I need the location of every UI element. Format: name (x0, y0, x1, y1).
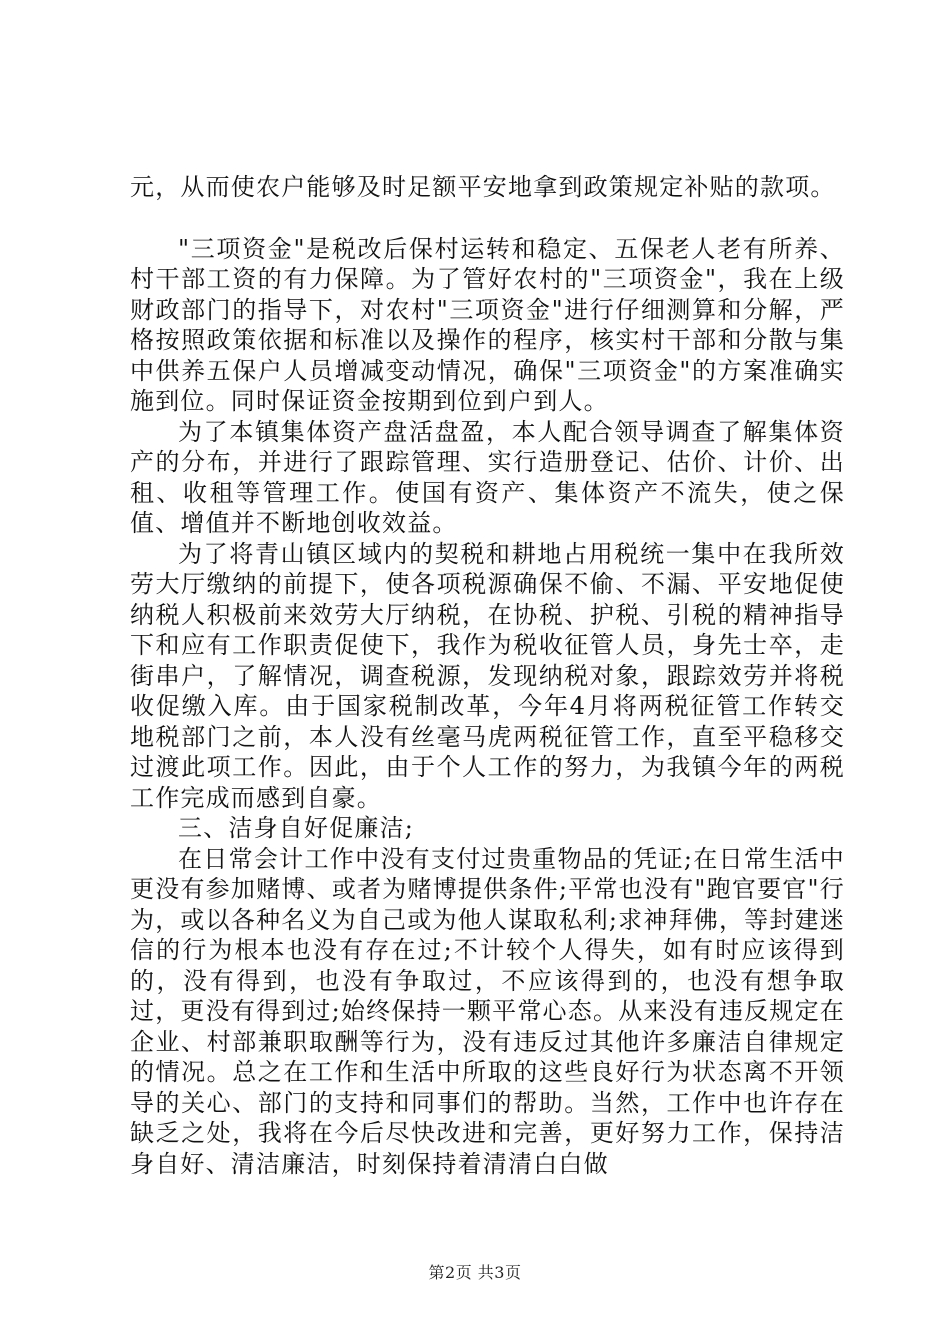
paragraph-three-funds: "三项资金"是税改后保村运转和稳定、五保老人老有所养、村干部工资的有力保障。为了管好农村的"三项资金"，我在上级财政部门的指导下，对农村"三项资金"进行仔细测算和分解，严格按照政策依据和标准以及操作的程序，核实村干部和分散与集中供养五保户人员增减变动情况，确保"三项资金"的方案准确实施到位。同时保证资金按期到位到户到人。 (130, 234, 845, 415)
paragraph-collective-assets: 为了本镇集体资产盘活盘盈，本人配合领导调查了解集体资产的分布，并进行了跟踪管理、实行造册登记、估价、计价、出租、收租等管理工作。使国有资产、集体资产不流失，使之保值、增值并不断地创收效益。 (130, 417, 845, 537)
paragraph-tax-collection: 为了将青山镇区域内的契税和耕地占用税统一集中在我所效劳大厅缴纳的前提下，使各项税源确保不偷、不漏、平安地促使纳税人积极前来效劳大厅纳税，在协税、护税、引税的精神指导下和应有工作职责促使下，我作为税收征管人员，身先士卒，走街串户，了解情况，调查税源，发现纳税对象，跟踪效劳并将税收促缴入库。由于国家税制改革，今年4月将两税征管工作转交地税部门之前，本人没有丝毫马虎两税征管工作，直至平稳移交过渡此项工作。因此，由于个人工作的努力，为我镇今年的两税工作完成而感到自豪。 (130, 539, 845, 812)
paragraph-continuation: 元，从而使农户能够及时足额平安地拿到政策规定补贴的款项。 (130, 173, 836, 201)
document-body (130, 172, 845, 1179)
page-number-footer: 第2页 共3页 (428, 1263, 522, 1282)
paragraph-integrity: 在日常会计工作中没有支付过贵重物品的凭证;在日常生活中更没有参加赌博、或者为赌博提供条件;平常也没有"跑官要官"行为，或以各种名义为自己或为他人谋取私利;求神拜佛，等封建迷信的行为根本也没有存在过;不计较个人得失，如有时应该得到的，没有得到，也没有争取过，不应该得到的，也没有想争取过，更没有得到过;始终保持一颗平常心态。从来没有违反规定在企业、村部兼职取酬等行为，没有违反过其他许多廉洁自律规定的情况。总之在工作和生活中所取的这些良好行为状态离不开领导的关心、部门的支持和同事们的帮助。当然，工作中也许存在缺乏之处，我将在今后尽快改进和完善，更好努力工作，保持洁身自好、清洁廉洁，时刻保持着清清白白做 (130, 844, 845, 1178)
section-heading-integrity: 三、洁身自好促廉洁; (178, 814, 415, 842)
